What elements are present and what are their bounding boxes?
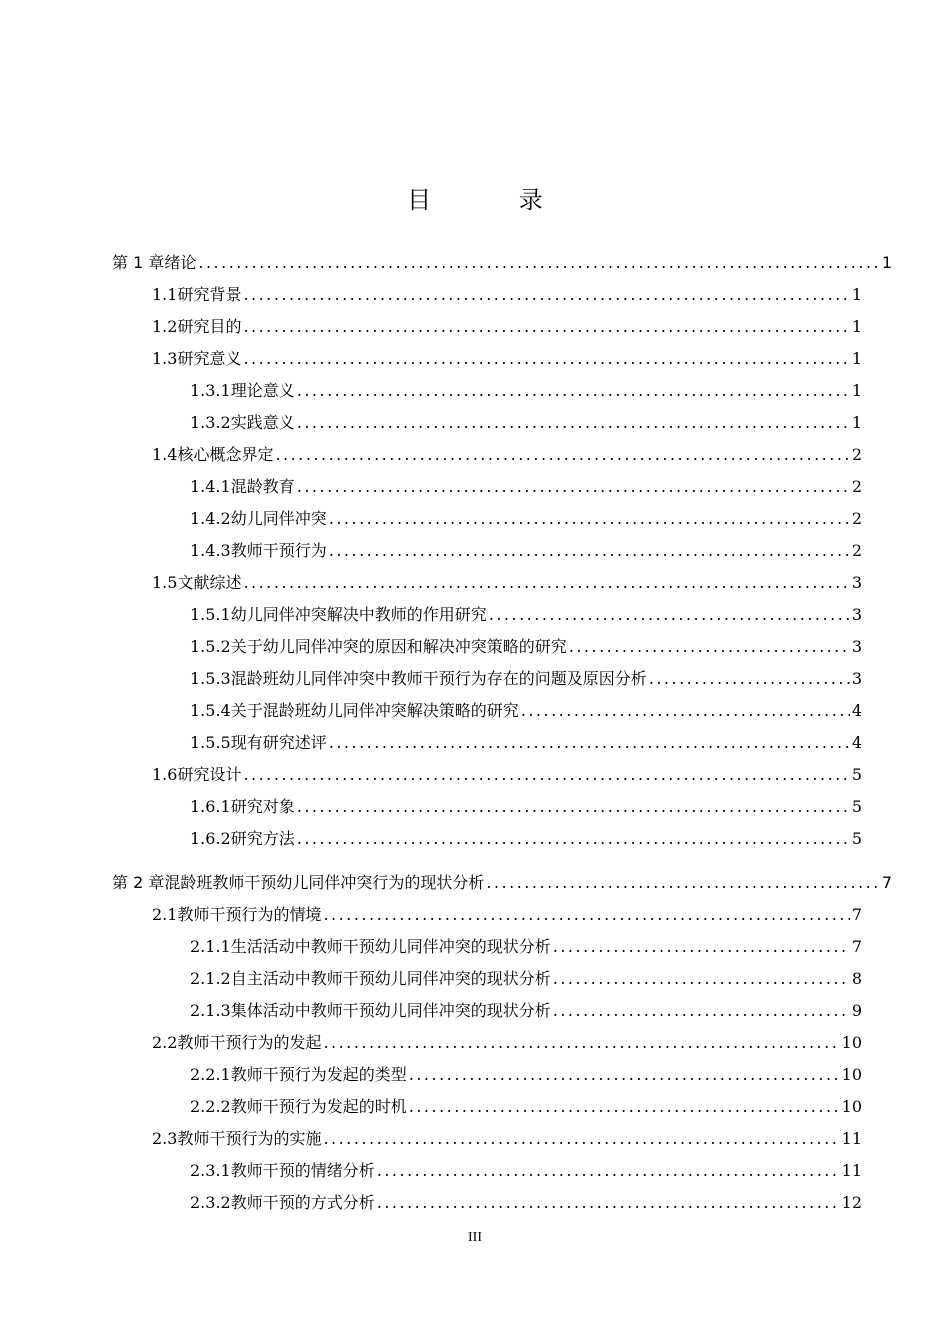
toc-section-entry[interactable] [190,1062,862,1084]
toc-dot-leader [323,1033,839,1052]
toc-entry-page: 5 [851,797,862,816]
toc-entry-title: 教师干预的方式分析 [230,1193,375,1212]
toc-section-entry[interactable] [190,998,862,1020]
toc-entry-number: 1.5.4 [190,701,231,720]
toc-dot-leader [377,1193,840,1212]
toc-dot-leader [243,573,849,592]
toc-dot-leader [297,477,850,496]
toc-entry-title: 教师干预行为的发起 [177,1033,322,1052]
toc-entry-page: 3 [851,669,862,688]
toc-section-entry[interactable] [190,934,862,956]
toc-dot-leader [243,285,849,304]
toc-entry-number: 1.5 [152,573,178,592]
toc-entry-page: 2 [851,541,862,560]
toc-entry-page: 2 [851,445,862,464]
toc-entry-title: 现有研究述评 [230,733,327,752]
toc-entry-number: 2.3.1 [190,1161,231,1180]
toc-entry-page: 5 [851,829,862,848]
toc-entry-number: 2.1.1 [190,937,231,956]
toc-section-entry[interactable] [152,1126,862,1148]
toc-section-entry[interactable] [152,902,862,924]
toc-entry-page: 10 [841,1033,862,1052]
toc-entry-title: 幼儿同伴冲突 [230,509,327,528]
toc-entry-number: 1.2 [152,317,178,336]
toc-entry-title: 研究设计 [177,765,242,784]
toc-dot-leader [297,797,850,816]
toc-entry-title: 教师干预行为 [230,541,327,560]
toc-dot-leader [297,381,850,400]
toc-dot-leader [297,829,850,848]
toc-dot-leader [489,605,850,624]
toc-entry-page: 1 [851,413,862,432]
toc-entry-page: 3 [851,605,862,624]
toc-section-entry[interactable] [190,966,862,988]
toc-entry-number: 2.3.2 [190,1193,231,1212]
toc-entry-title: 绪论 [164,253,197,272]
toc-entry-number: 1.4 [152,445,178,464]
toc-dot-leader [275,445,849,464]
toc-section-entry[interactable] [190,826,862,848]
toc-section-entry[interactable] [190,698,862,720]
toc-entry-page: 4 [851,733,862,752]
toc-section-entry[interactable] [190,474,862,496]
toc-entry-number: 1.1 [152,285,178,304]
toc-entry-number: 第 1 章 [112,253,165,272]
toc-entry-page: 2 [851,509,862,528]
toc-dot-leader [553,1001,850,1020]
toc-entry-title: 研究对象 [230,797,295,816]
toc-dot-leader [569,637,850,656]
toc-dot-leader [649,669,850,688]
toc-entry-title: 集体活动中教师干预幼儿同伴冲突的现状分析 [230,1001,551,1020]
toc-entry-number: 1.3.2 [190,413,231,432]
toc-section-entry[interactable] [190,730,862,752]
toc-entry-title: 研究方法 [230,829,295,848]
toc-section-entry[interactable] [190,634,862,656]
toc-entry-title: 文献综述 [177,573,242,592]
toc-section-entry[interactable] [152,442,862,464]
toc-entry-page: 1 [851,349,862,368]
toc-dot-leader [521,701,850,720]
toc-entry-page: 10 [841,1097,862,1116]
toc-entry-page: 7 [851,937,862,956]
toc-section-entry[interactable] [190,1158,862,1180]
toc-entry-number: 1.6.1 [190,797,231,816]
toc-entry-title: 研究目的 [177,317,242,336]
toc-entry-page: 11 [841,1161,862,1180]
toc-entry-number: 2.3 [152,1129,178,1148]
toc-entry-page: 10 [841,1065,862,1084]
toc-entry-page: 2 [851,477,862,496]
toc-entry-number: 1.5.2 [190,637,231,656]
toc-entry-title: 教师干预行为发起的时机 [230,1097,407,1116]
toc-dot-leader [323,1129,839,1148]
toc-dot-leader [329,509,850,528]
toc-dot-leader [243,349,849,368]
toc-entry-page: 3 [851,637,862,656]
toc-entry-number: 2.1.2 [190,969,231,988]
toc-entry-title: 实践意义 [230,413,295,432]
toc-entry-page: 1 [851,317,862,336]
toc-chapter-entry[interactable] [112,250,892,272]
toc-title: 目 录 [407,186,583,214]
toc-section-entry[interactable] [152,346,862,368]
toc-entry-page: 12 [841,1193,862,1212]
toc-entry-page: 1 [851,381,862,400]
toc-entry-title: 核心概念界定 [177,445,274,464]
toc-entry-number: 1.4.2 [190,509,231,528]
toc-dot-leader [377,1161,840,1180]
toc-section-entry[interactable] [152,314,862,336]
toc-entry-page: 3 [851,573,862,592]
toc-dot-leader [198,253,879,272]
toc-entry-page: 1 [881,253,892,272]
toc-entry-title: 理论意义 [230,381,295,400]
toc-section-entry[interactable] [190,794,862,816]
toc-section-entry[interactable] [152,282,862,304]
toc-entry-number: 1.6.2 [190,829,231,848]
toc-entry-title: 研究背景 [177,285,242,304]
toc-entry-number: 2.2.1 [190,1065,231,1084]
toc-entry-number: 1.5.1 [190,605,231,624]
toc-section-entry[interactable] [152,570,862,592]
toc-entry-number: 2.2.2 [190,1097,231,1116]
toc-entry-page: 11 [841,1129,862,1148]
toc-entry-page: 1 [851,285,862,304]
toc-entry-number: 2.2 [152,1033,178,1052]
toc-section-entry[interactable] [190,1094,862,1116]
toc-section-entry[interactable] [190,506,862,528]
toc-section-entry[interactable] [190,602,862,624]
toc-dot-leader [329,541,850,560]
toc-entry-title: 幼儿同伴冲突解决中教师的作用研究 [230,605,487,624]
toc-entry-title: 教师干预行为发起的类型 [230,1065,407,1084]
toc-section-entry[interactable] [190,378,862,400]
toc-entry-page: 8 [851,969,862,988]
toc-entry-title: 关于混龄班幼儿同伴冲突解决策略的研究 [230,701,519,720]
toc-entry-number: 1.5.5 [190,733,231,752]
toc-entry-title: 混龄班幼儿同伴冲突中教师干预行为存在的问题及原因分析 [230,669,647,688]
toc-dot-leader [553,937,850,956]
toc-chapter-entry[interactable] [112,870,892,892]
toc-entry-page: 4 [851,701,862,720]
toc-dot-leader [323,905,849,924]
toc-entry-title: 关于幼儿同伴冲突的原因和解决冲突策略的研究 [230,637,567,656]
toc-entry-number: 1.5.3 [190,669,231,688]
toc-entry-number: 1.4.1 [190,477,231,496]
page-number: III [468,1230,482,1245]
toc-section-entry[interactable] [152,1030,862,1052]
toc-dot-leader [297,413,850,432]
toc-section-entry[interactable] [152,762,862,784]
toc-entry-number: 1.3 [152,349,178,368]
toc-entry-title: 教师干预行为的情境 [177,905,322,924]
toc-entry-title: 自主活动中教师干预幼儿同伴冲突的现状分析 [230,969,551,988]
toc-dot-leader [243,317,849,336]
toc-entry-number: 第 2 章 [112,873,165,892]
toc-entry-number: 1.4.3 [190,541,231,560]
toc-dot-leader [553,969,850,988]
toc-section-entry[interactable] [190,666,862,688]
toc-entry-number: 2.1.3 [190,1001,231,1020]
toc-entry-number: 1.6 [152,765,178,784]
toc-section-entry[interactable] [190,538,862,560]
toc-section-entry[interactable] [190,410,862,432]
toc-entry-page: 7 [881,873,892,892]
toc-entry-title: 研究意义 [177,349,242,368]
toc-dot-leader [409,1097,840,1116]
toc-entry-title: 混龄班教师干预幼儿同伴冲突行为的现状分析 [164,873,485,892]
toc-dot-leader [329,733,850,752]
toc-dot-leader [409,1065,840,1084]
toc-entry-number: 1.3.1 [190,381,231,400]
toc-entry-page: 5 [851,765,862,784]
toc-entry-page: 9 [851,1001,862,1020]
toc-entry-title: 教师干预的情绪分析 [230,1161,375,1180]
toc-entry-title: 生活活动中教师干预幼儿同伴冲突的现状分析 [230,937,551,956]
toc-entry-page: 7 [851,905,862,924]
toc-dot-leader [486,873,879,892]
toc-dot-leader [243,765,849,784]
toc-entry-title: 教师干预行为的实施 [177,1129,322,1148]
toc-entry-number: 2.1 [152,905,178,924]
toc-section-entry[interactable] [190,1190,862,1212]
toc-entry-title: 混龄教育 [230,477,295,496]
